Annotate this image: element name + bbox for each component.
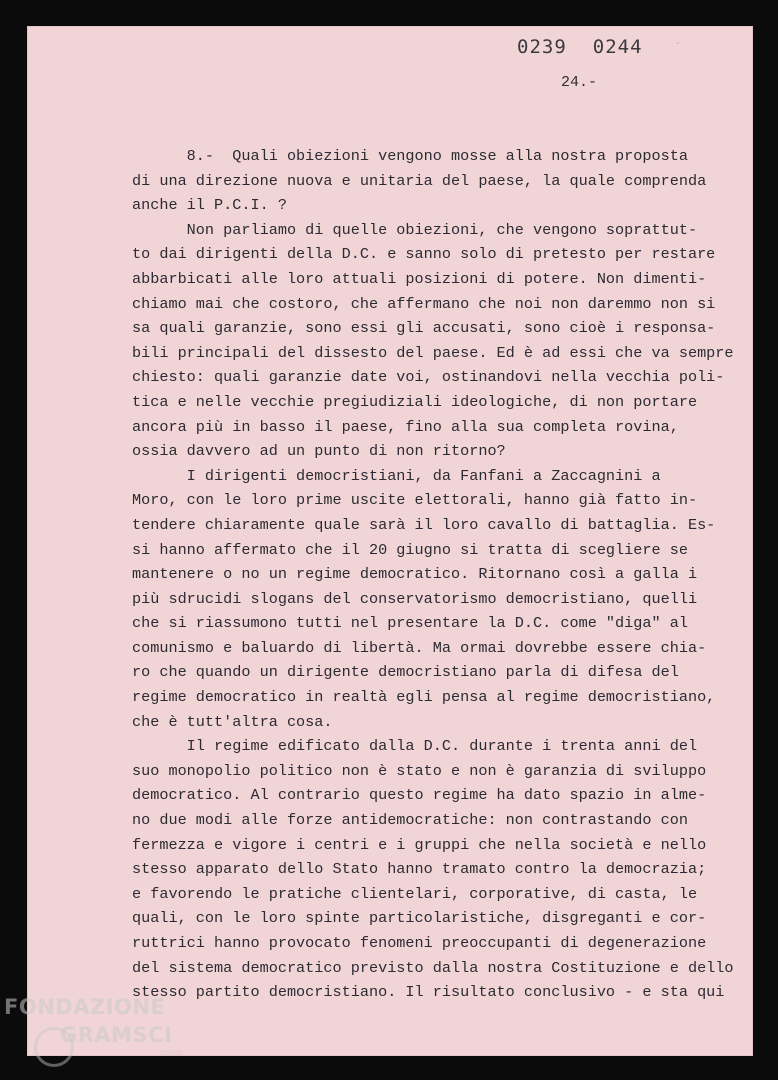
- text-line: I dirigenti democristiani, da Fanfani a Zaccagnini a: [132, 466, 661, 485]
- text-line: del sistema democratico previsto dalla nostra Costituzione e dello: [132, 958, 734, 977]
- text-line: fermezza e vigore i centri e i gruppi che nella società e nello: [132, 835, 707, 854]
- text-line: che si riassumono tutti nel presentare la D.C. come "diga" al: [132, 614, 688, 633]
- text-line: mantenere o no un regime democratico. Ritornano così a galla i: [132, 565, 698, 584]
- text-line: regime democratico in realtà egli pensa al regime democristiano,: [132, 688, 716, 707]
- text-line: Il regime edificato dalla D.C. durante i trenta anni del: [132, 737, 698, 756]
- watermark-line-1: FONDAZIONE: [4, 995, 166, 1019]
- pencil-mark: -: [676, 38, 680, 49]
- text-line: di una direzione nuova e unitaria del paese, la quale comprenda: [132, 171, 707, 190]
- text-line: abbarbicati alle loro attuali posizioni di potere. Non dimenti-: [132, 269, 707, 288]
- typewritten-body: [132, 144, 734, 1005]
- paragraph: [132, 734, 734, 1005]
- archive-number-1: 0239: [517, 36, 567, 58]
- text-line: anche il P.C.I. ?: [132, 196, 287, 215]
- text-line: no due modi alle forze antidemocratiche: non contrastando con: [132, 811, 688, 830]
- watermark-logo-icon: [34, 1027, 74, 1067]
- text-line: stesso apparato dello Stato hanno tramato contro la democrazia;: [132, 860, 707, 879]
- paragraph: [132, 218, 734, 464]
- text-line: ancora più in basso il paese, fino alla sua completa rovina,: [132, 417, 679, 436]
- text-line: 8.- Quali obiezioni vengono mosse alla nostra proposta: [132, 147, 688, 165]
- archive-number-2: 0244: [592, 36, 643, 58]
- text-line: chiamo mai che costoro, che affermano che noi non daremmo non si: [132, 294, 716, 313]
- watermark-line-2: GRAMSCI: [60, 1023, 173, 1047]
- fondazione-gramsci-watermark: [4, 993, 172, 1049]
- text-line: chiesto: quali garanzie date voi, ostinandovi nella vecchia poli-: [132, 368, 725, 387]
- watermark-subtitle: onlus: [161, 1048, 183, 1057]
- paragraph: [132, 144, 722, 218]
- text-line: suo monopolio politico non è stato e non è garanzia di sviluppo: [132, 761, 707, 780]
- text-line: ruttrici hanno provocato fenomeni preoccupanti di degenerazione: [132, 934, 707, 952]
- text-line: ro che quando un dirigente democristiano parla di difesa del: [132, 663, 679, 682]
- text-line: ossia davvero ad un punto di non ritorno?: [132, 442, 506, 461]
- text-line: tendere chiaramente quale sarà il loro cavallo di battaglia. Es-: [132, 515, 716, 534]
- text-line: to dai dirigenti della D.C. e sanno solo di pretesto per restare: [132, 245, 716, 264]
- text-line: comunismo e baluardo di libertà. Ma ormai dovrebbe essere chia-: [132, 638, 707, 657]
- text-line: Non parliamo di quelle obiezioni, che vengono soprattut-: [132, 220, 698, 239]
- text-line: tica e nelle vecchie pregiudiziali ideologiche, di non portare: [132, 392, 698, 411]
- text-line: stesso partito democristiano. Il risultato conclusivo - e sta qui: [132, 983, 725, 1002]
- text-line: e favorendo le pratiche clientelari, corporative, di casta, le: [132, 884, 698, 903]
- paragraph: [132, 464, 722, 735]
- text-line: sa quali garanzie, sono essi gli accusati, sono cioè i responsa-: [132, 319, 716, 338]
- text-line: democratico. Al contrario questo regime ha dato spazio in alme-: [132, 786, 707, 805]
- text-line: si hanno affermato che il 20 giugno si tratta di scegliere se: [132, 540, 688, 559]
- archive-stamp: [517, 36, 643, 58]
- text-line: Moro, con le loro prime uscite elettorali, hanno già fatto in-: [132, 491, 698, 510]
- text-line: più sdrucidi slogans del conservatorismo democristiano, quelli: [132, 589, 698, 608]
- text-line: quali, con le loro spinte particolaristiche, disgreganti e cor-: [132, 909, 707, 928]
- text-line: bili principali del dissesto del paese. Ed è ad essi che va sempre: [132, 343, 734, 362]
- page-number: 24.-: [561, 74, 598, 91]
- text-line: che è tutt'altra cosa.: [132, 712, 333, 731]
